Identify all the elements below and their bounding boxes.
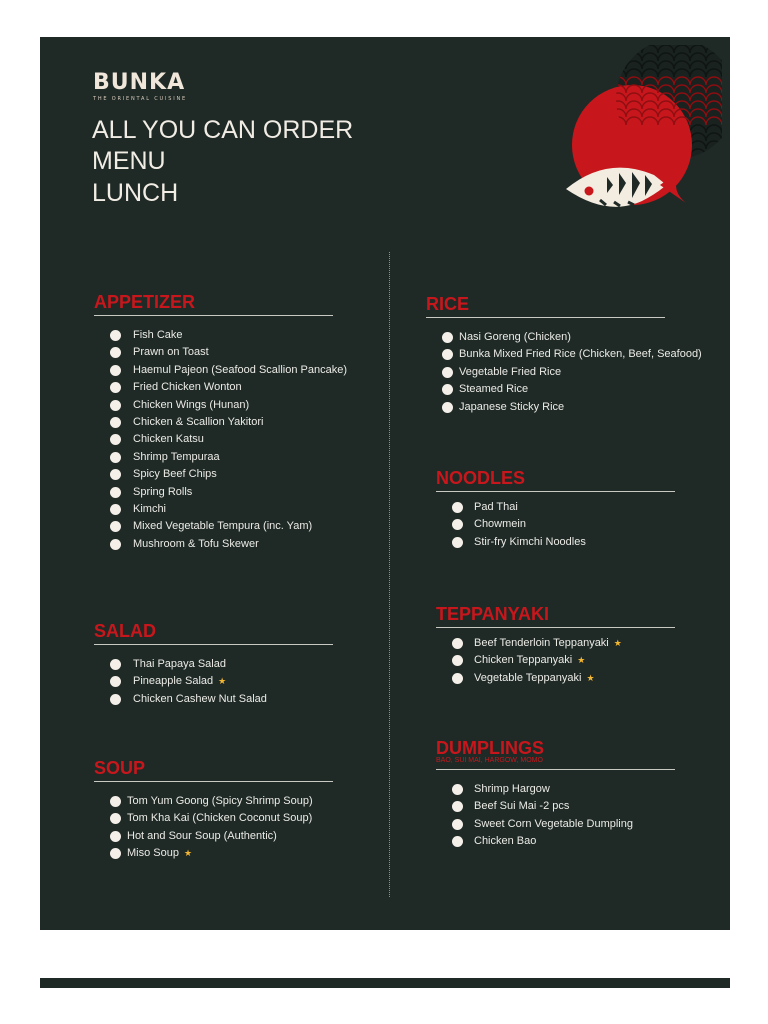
bullet-icon <box>452 801 463 812</box>
section-title: NOODLES <box>436 467 675 492</box>
bullet-icon <box>442 402 453 413</box>
list-item: Sweet Corn Vegetable Dumpling <box>436 816 675 833</box>
section-teppanyaki <box>436 603 675 687</box>
bullet-icon <box>110 469 121 480</box>
title-line-1: ALL YOU CAN ORDER <box>92 116 354 144</box>
bullet-icon <box>442 367 453 378</box>
title-line-3: LUNCH <box>92 179 179 207</box>
section-title: TEPPANYAKI <box>436 603 675 628</box>
bullet-icon <box>110 521 121 532</box>
list-item: Thai Papaya Salad <box>94 656 333 673</box>
list-item: Miso Soup ★ <box>94 845 333 862</box>
list-item: Fried Chicken Wonton <box>94 379 333 396</box>
list-item: Steamed Rice <box>426 381 665 398</box>
menu-panel <box>40 37 730 930</box>
bullet-icon <box>110 659 121 670</box>
bullet-icon <box>110 400 121 411</box>
item-list <box>426 329 702 416</box>
list-item: Vegetable Fried Rice <box>426 364 665 381</box>
item-list <box>436 781 675 851</box>
brand-logo <box>93 71 187 103</box>
list-item: Spicy Beef Chips <box>94 466 333 483</box>
section-subtitle: BAO, SUI MAI, HARGOW, MOMO <box>436 757 675 770</box>
section-title: RICE <box>426 293 665 318</box>
bullet-icon <box>110 382 121 393</box>
item-list <box>94 656 333 708</box>
list-item: Bunka Mixed Fried Rice (Chicken, Beef, Seafood) <box>426 346 665 363</box>
column-divider <box>389 252 390 897</box>
star-icon: ★ <box>613 638 622 648</box>
bullet-icon <box>110 365 121 376</box>
bullet-icon <box>452 638 463 649</box>
logo-wordmark: BUNKA <box>93 70 186 95</box>
section-soup <box>94 757 333 863</box>
bullet-icon <box>110 487 121 498</box>
logo-tagline: THE ORIENTAL CUISINE <box>93 96 187 102</box>
bullet-icon <box>110 347 121 358</box>
list-item: Beef Sui Mai -2 pcs <box>436 798 675 815</box>
bullet-icon <box>452 836 463 847</box>
section-rice <box>426 293 702 416</box>
section-appetizer <box>94 291 348 553</box>
bullet-icon <box>452 537 463 548</box>
list-item: Chicken Cashew Nut Salad <box>94 691 333 708</box>
bullet-icon <box>110 434 121 445</box>
section-title: SOUP <box>94 757 333 782</box>
item-list <box>436 499 675 551</box>
list-item: Shrimp Tempuraa <box>94 449 333 466</box>
list-item: Pad Thai <box>436 499 675 516</box>
list-item: Kimchi <box>94 501 333 518</box>
list-item: Shrimp Hargow <box>436 781 675 798</box>
list-item: Beef Tenderloin Teppanyaki ★ <box>436 635 675 652</box>
bullet-icon <box>110 831 121 842</box>
list-item: Chicken & Scallion Yakitori <box>94 414 333 431</box>
bullet-icon <box>110 417 121 428</box>
star-icon: ★ <box>218 676 227 687</box>
bullet-icon <box>110 796 121 807</box>
list-item: Japanese Sticky Rice <box>426 399 665 416</box>
bullet-icon <box>110 330 121 341</box>
list-item: Pineapple Salad ★ <box>94 673 333 690</box>
bullet-icon <box>110 539 121 550</box>
section-title: SALAD <box>94 620 333 645</box>
list-item: Mixed Vegetable Tempura (inc. Yam) <box>94 518 333 535</box>
bullet-icon <box>452 673 463 684</box>
fish-sun-illustration <box>522 45 722 225</box>
star-icon: ★ <box>586 672 595 683</box>
bullet-icon <box>452 502 463 513</box>
bullet-icon <box>110 848 121 859</box>
item-list <box>436 635 675 687</box>
list-item: Fish Cake <box>94 327 333 344</box>
list-item: Stir-fry Kimchi Noodles <box>436 534 675 551</box>
item-list <box>94 327 348 553</box>
bullet-icon <box>452 784 463 795</box>
title-line-2: MENU <box>92 147 166 175</box>
bullet-icon <box>110 452 121 463</box>
bottom-bar <box>40 978 730 988</box>
bullet-icon <box>110 694 121 705</box>
list-item: Tom Kha Kai (Chicken Coconut Soup) <box>94 810 333 827</box>
section-title: APPETIZER <box>94 291 333 316</box>
bullet-icon <box>452 655 463 666</box>
list-item: Chicken Bao <box>436 833 675 850</box>
list-item: Nasi Goreng (Chicken) <box>426 329 665 346</box>
star-icon: ★ <box>577 655 586 666</box>
list-item: Prawn on Toast <box>94 344 333 361</box>
bullet-icon <box>442 384 453 395</box>
list-item: Haemul Pajeon (Seafood Scallion Pancake) <box>94 362 333 379</box>
bullet-icon <box>110 813 121 824</box>
bullet-icon <box>442 332 453 343</box>
list-item: Vegetable Teppanyaki ★ <box>436 670 675 687</box>
item-list <box>94 793 333 863</box>
list-item: Chicken Teppanyaki ★ <box>436 652 675 669</box>
list-item: Chicken Wings (Hunan) <box>94 397 333 414</box>
bullet-icon <box>442 349 453 360</box>
list-item: Hot and Sour Soup (Authentic) <box>94 828 333 845</box>
list-item: Chicken Katsu <box>94 431 333 448</box>
bullet-icon <box>452 819 463 830</box>
section-title: DUMPLINGS <box>436 738 544 758</box>
list-item: Spring Rolls <box>94 484 333 501</box>
section-dumplings <box>436 737 675 851</box>
section-salad <box>94 620 333 708</box>
star-icon: ★ <box>183 848 193 859</box>
bullet-icon <box>110 676 121 687</box>
list-item: Mushroom & Tofu Skewer <box>94 536 333 553</box>
bullet-icon <box>110 504 121 515</box>
bullet-icon <box>452 519 463 530</box>
section-noodles <box>436 467 675 551</box>
list-item: Chowmein <box>436 516 675 533</box>
list-item: Tom Yum Goong (Spicy Shrimp Soup) <box>94 793 333 810</box>
